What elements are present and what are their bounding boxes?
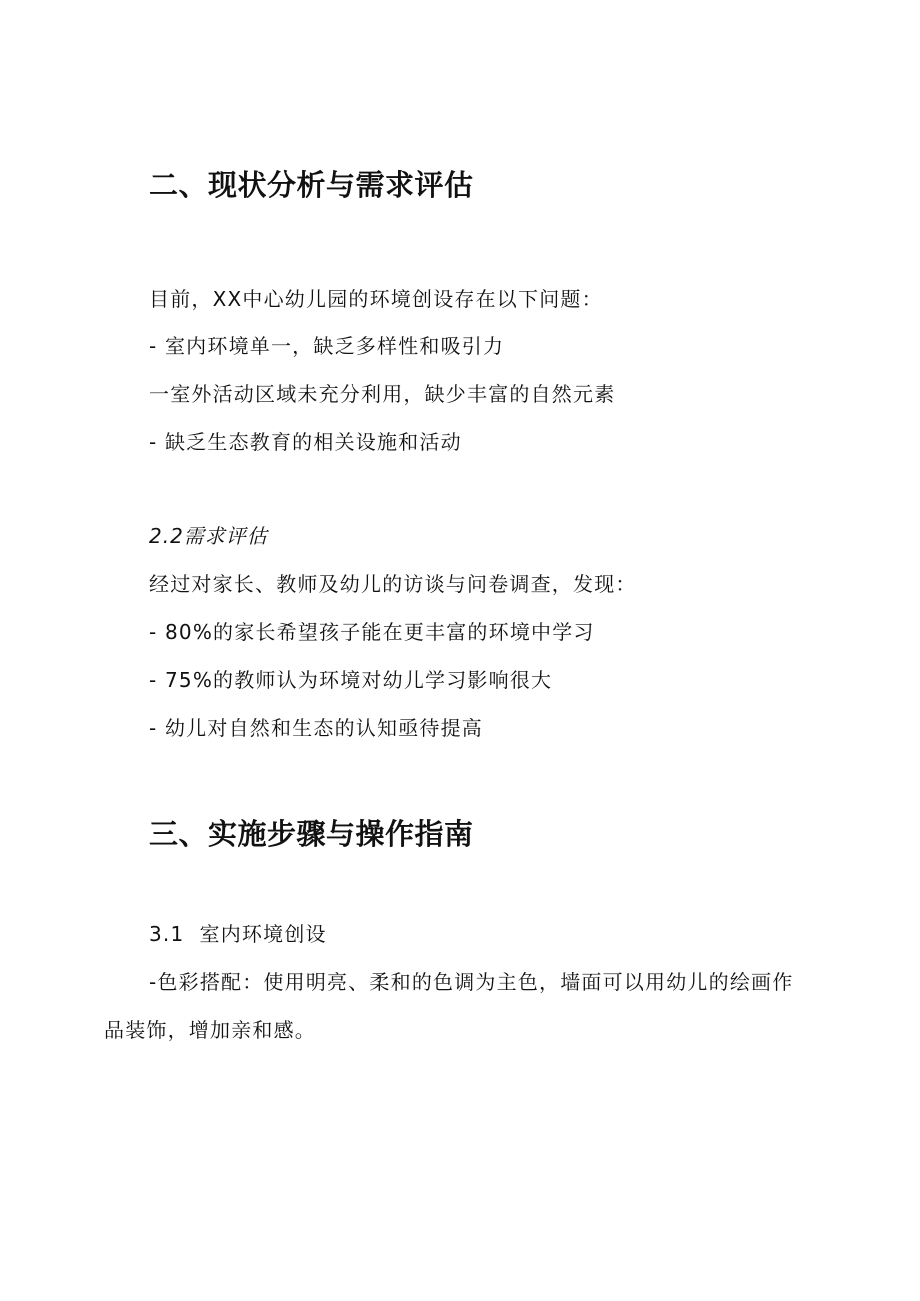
survey-intro: 经过对家长、教师及幼儿的访谈与问卷调查，发现： [149,572,637,596]
finding-item-1: - 80%的家长希望孩子能在更丰富的环境中学习 [149,620,595,644]
subsection-3-1-heading: 3.1 室内环境创设 [149,922,327,946]
section-2-heading: 二、现状分析与需求评估 [149,168,474,202]
issue-item-2: 一室外活动区域未充分利用，缺少丰富的自然元素 [149,382,616,406]
subsection-2-2-heading: 2.2需求评估 [149,524,268,548]
section-3-heading: 三、实施步骤与操作指南 [149,817,474,851]
finding-item-2: - 75%的教师认为环境对幼儿学习影响很大 [149,668,553,692]
issue-item-3: - 缺乏生态教育的相关设施和活动 [149,430,462,454]
paragraph-line-2: 品装饰，增加亲和感。 [104,1018,316,1042]
finding-item-3: - 幼儿对自然和生态的认知亟待提高 [149,716,483,740]
issue-item-1: - 室内环境单一，缺乏多样性和吸引力 [149,334,505,358]
paragraph-line-1: -色彩搭配：使用明亮、柔和的色调为主色，墙面可以用幼儿的绘画作 [149,970,794,994]
section-2-intro: 目前，XX中心幼儿园的环境创设存在以下问题： [149,287,603,311]
